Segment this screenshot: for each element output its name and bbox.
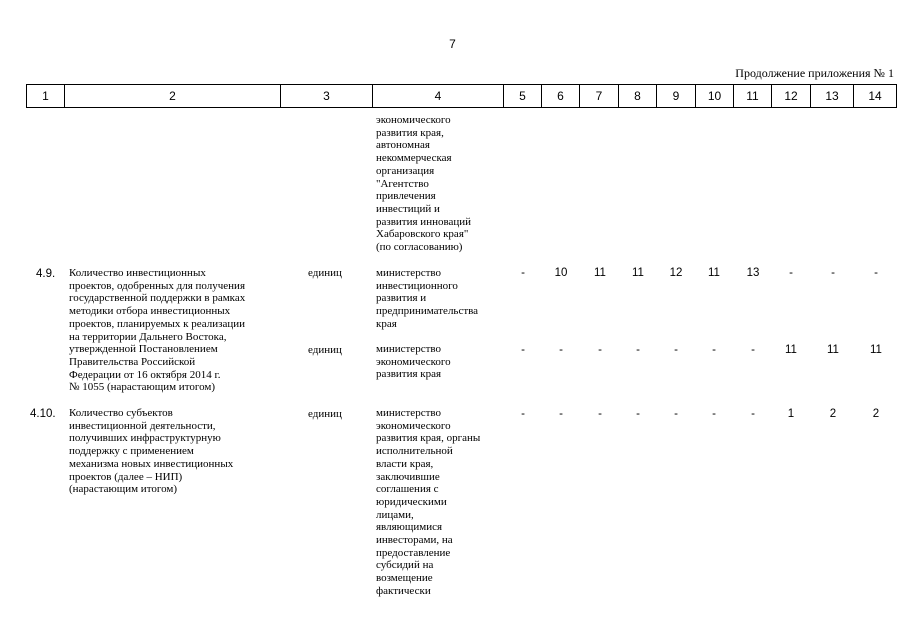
row-4-9-2-col-12: 11 <box>785 344 797 356</box>
row-4-10-col-8: - <box>636 408 640 420</box>
header-col-6: 6 <box>542 85 580 108</box>
header-col-5: 5 <box>504 85 542 108</box>
header-col-11: 11 <box>734 85 772 108</box>
row-4-9-1-col-10: 11 <box>708 267 720 279</box>
row-4-9-executor-1: министерство инвестиционного развития и предпринимательства края <box>376 267 479 330</box>
row-4-9-unit-2: единиц <box>308 344 342 356</box>
row-4-10-col-7: - <box>598 408 602 420</box>
row-4-10-indicator-name: Количество субъектов инвестиционной деятельности, получивших инфраструктурную поддержку с применением механизма новых инвестиционных проектов (далее – НИП) (нарастающим итогом) <box>69 407 234 496</box>
row-4-9-1-col-6: 10 <box>554 267 568 279</box>
header-col-1: 1 <box>27 85 65 108</box>
row-4-9-2-col-9: - <box>674 344 678 356</box>
row-4-9-2-col-5: - <box>521 344 525 356</box>
row-4-9-2-col-7: - <box>598 344 602 356</box>
row-4-10-col-14: 2 <box>872 408 880 420</box>
row-4-9-2-col-14: 11 <box>870 344 882 356</box>
row-4-10-col-10: - <box>712 408 716 420</box>
row-4-9-1-col-12: - <box>789 267 793 279</box>
row-4-9-1-col-5: - <box>521 267 525 279</box>
row-4-9-1-col-11: 13 <box>746 267 760 279</box>
header-col-3: 3 <box>281 85 373 108</box>
header-col-12: 12 <box>772 85 811 108</box>
row-4-9-indicator-name: Количество инвестиционных проектов, одобренных для получения государственной поддержки в рамках методики отбора инвестиционных проектов, планируемых к реализации на территории Дальнего Востока, утвержденной Постановлением Правительства Российской Федерации от 16 октября 2014 г. № 1055 (нарастающим итогом) <box>69 267 246 394</box>
row-4-10-unit: единиц <box>308 408 342 420</box>
header-col-4: 4 <box>373 85 504 108</box>
row-4-10-number: 4.10. <box>30 408 56 420</box>
row-4-9-1-col-14: - <box>874 267 878 279</box>
row-4-9-2-col-13: 11 <box>827 344 839 356</box>
row-4-9-number: 4.9. <box>36 268 56 280</box>
continued-executor-text: экономического развития края, автономная некоммерческая организация "Агентство привлечения инвестиций и развития инноваций Хабаровского края" (по согласованию) <box>376 114 472 254</box>
row-4-9-2-col-8: - <box>636 344 640 356</box>
header-col-7: 7 <box>580 85 619 108</box>
row-4-9-executor-2: министерство экономического развития края <box>376 343 451 381</box>
row-4-10-col-11: - <box>751 408 755 420</box>
row-4-9-2-col-10: - <box>712 344 716 356</box>
header-col-10: 10 <box>696 85 734 108</box>
row-4-9-unit-1: единиц <box>308 267 342 279</box>
header-col-9: 9 <box>657 85 696 108</box>
row-4-10-col-13: 2 <box>829 408 837 420</box>
row-4-9-1-col-7: 11 <box>594 267 606 279</box>
row-4-9-2-col-6: - <box>559 344 563 356</box>
header-col-14: 14 <box>854 85 897 108</box>
header-col-2: 2 <box>65 85 281 108</box>
row-4-9-1-col-8: 11 <box>632 267 644 279</box>
column-number-header <box>26 84 897 108</box>
row-4-10-col-9: - <box>674 408 678 420</box>
row-4-10-col-5: - <box>521 408 525 420</box>
row-4-10-executor: министерство экономического развития края, органы исполнительной власти края, заключившие соглашения с юридическими лицами, являющимися инвесторами, на предоставление субсидий на возмещение фактически <box>376 407 481 597</box>
appendix-continuation-note: Продолжение приложения № 1 <box>735 66 894 80</box>
header-col-8: 8 <box>619 85 657 108</box>
header-row <box>27 85 897 108</box>
row-4-9-2-col-11: - <box>751 344 755 356</box>
row-4-9-1-col-13: - <box>831 267 835 279</box>
row-4-10-col-12: 1 <box>787 408 795 420</box>
header-col-13: 13 <box>811 85 854 108</box>
row-4-10-col-6: - <box>559 408 563 420</box>
row-4-9-1-col-9: 12 <box>669 267 683 279</box>
page-number: 7 <box>449 37 456 51</box>
